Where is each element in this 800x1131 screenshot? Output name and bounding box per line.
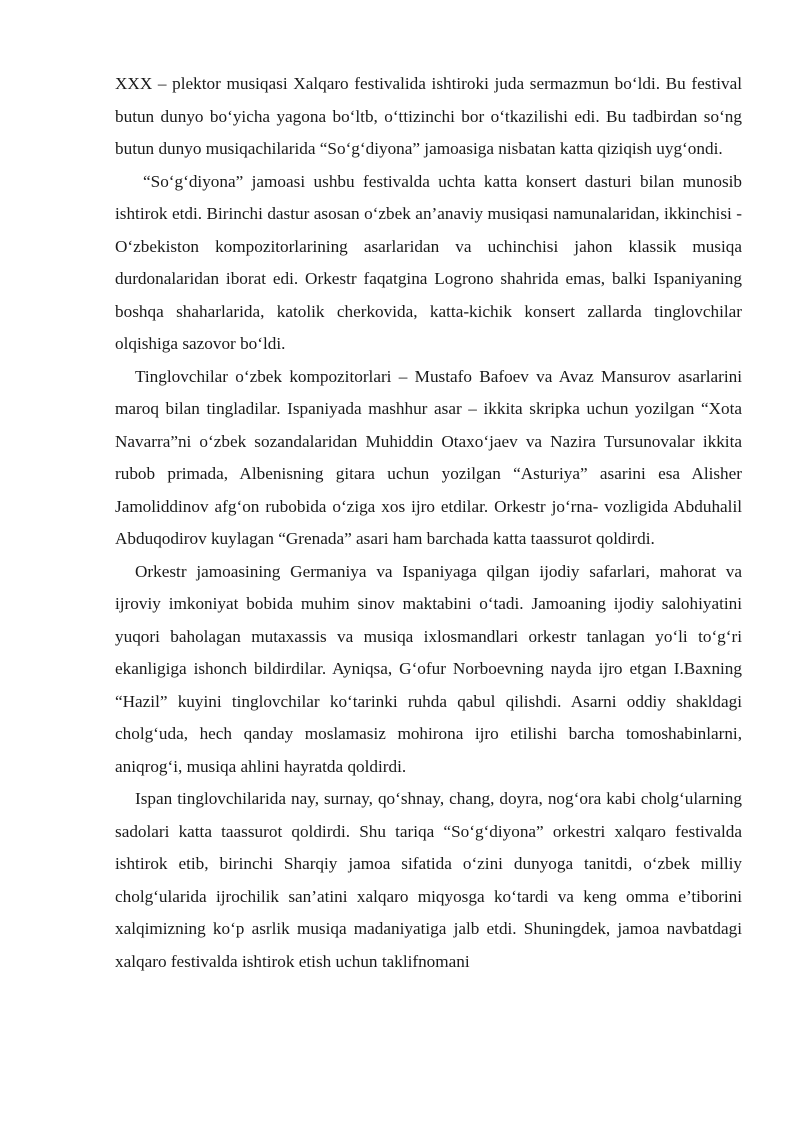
paragraph-concert-programs: “So‘g‘diyona” jamoasi ushbu festivalda uchta katta konsert dasturi bilan munosib ishtirok etdi. Birinchi dastur asosan o‘zbek an’anaviy musiqasi namunalaridan, ikkinchisi - O‘zbekiston kompozitorlarining asarlaridan va uchinchisi jahon klassik musiqa durdonalaridan iborat edi. Orkestr faqatgina Logrono shahrida emas, balki Ispaniyaning boshqa shaharlarida, katolik cherkovida, katta-kichik konsert zallarda tinglovchilar olqishiga sazovor bo‘ldi. xyxy=(115,171,742,353)
paragraph-festival-intro: XXX – plektor musiqasi Xalqaro festivalida ishtiroki juda sermazmun bo‘ldi. Bu festival butun dunyo bo‘yicha yagona bo‘ltb, o‘ttizinchi bor o‘tkazilishi edi. Bu tadbirdan so‘ng butun dunyo musiqachilarida “So‘g‘diyona” jamoasiga nisbatan katta qiziqish uyg‘ondi. xyxy=(115,74,742,158)
paragraph-composers: Tinglovchilar o‘zbek kompozitorlari – Mustafo Bafoev va Avaz Mansurov asarlarini maroq bilan tingladilar. Ispaniyada mashhur asar – ikkita skripka uchun yozilgan “Xota Navarra”ni o‘zbek sozandalaridan Muhiddin Otaxo‘jaev va Nazira Tursunovalar ikkita rubob primada, Albenisning gitara uchun yozilgan “Asturiya” asarini esa Alisher Jamoliddinov afg‘on rubobida o‘ziga xos ijro etdilar. Orkestr jo‘rna- vozligida Abduhalil Abduqodirov kuylagan “Grenada” asari ham barchada katta taassurot qoldirdi. xyxy=(115,366,742,548)
document-page xyxy=(115,68,742,978)
paragraph-instruments: Ispan tinglovchilarida nay, surnay, qo‘shnay, chang, doyra, nog‘ora kabi cholg‘ularning sadolari katta taassurot qoldirdi. Shu tariqa “So‘g‘diyona” orkestri xalqaro festivalda ishtirok etib, birinchi Sharqiy jamoa sifatida o‘zini dunyoga tanitdi, o‘zbek milliy cholg‘ularida ijrochilik san’atini xalqaro miqyosga ko‘tardi va keng omma e’tiborini xalqimizning ko‘p asrlik musiqa madaniyatiga jalb etdi. Shuningdek, jamoa navbatdagi xalqaro festivalda ishtirok etish uchun taklifnomani xyxy=(115,789,742,971)
paragraph-creative-tours: Orkestr jamoasining Germaniya va Ispaniyaga qilgan ijodiy safarlari, mahorat va ijroviy imkoniyat bobida muhim sinov maktabini o‘tadi. Jamoaning ijodiy salohiyatini yuqori baholagan mutaxassis va musiqa ixlosmandlari orkestr tanlagan yo‘li to‘g‘ri ekanligiga ishonch bildirdilar. Ayniqsa, G‘ofur Norboevning nayda ijro etgan I.Baxning “Hazil” kuyini tinglovchilar ko‘tarinki ruhda qabul qilishdi. Asarni oddiy shakldagi cholg‘uda, hech qanday moslamasiz mohirona ijro etilishi barcha tomoshabinlarni, aniqrog‘i, musiqa ahlini hayratda qoldirdi. xyxy=(115,561,742,776)
